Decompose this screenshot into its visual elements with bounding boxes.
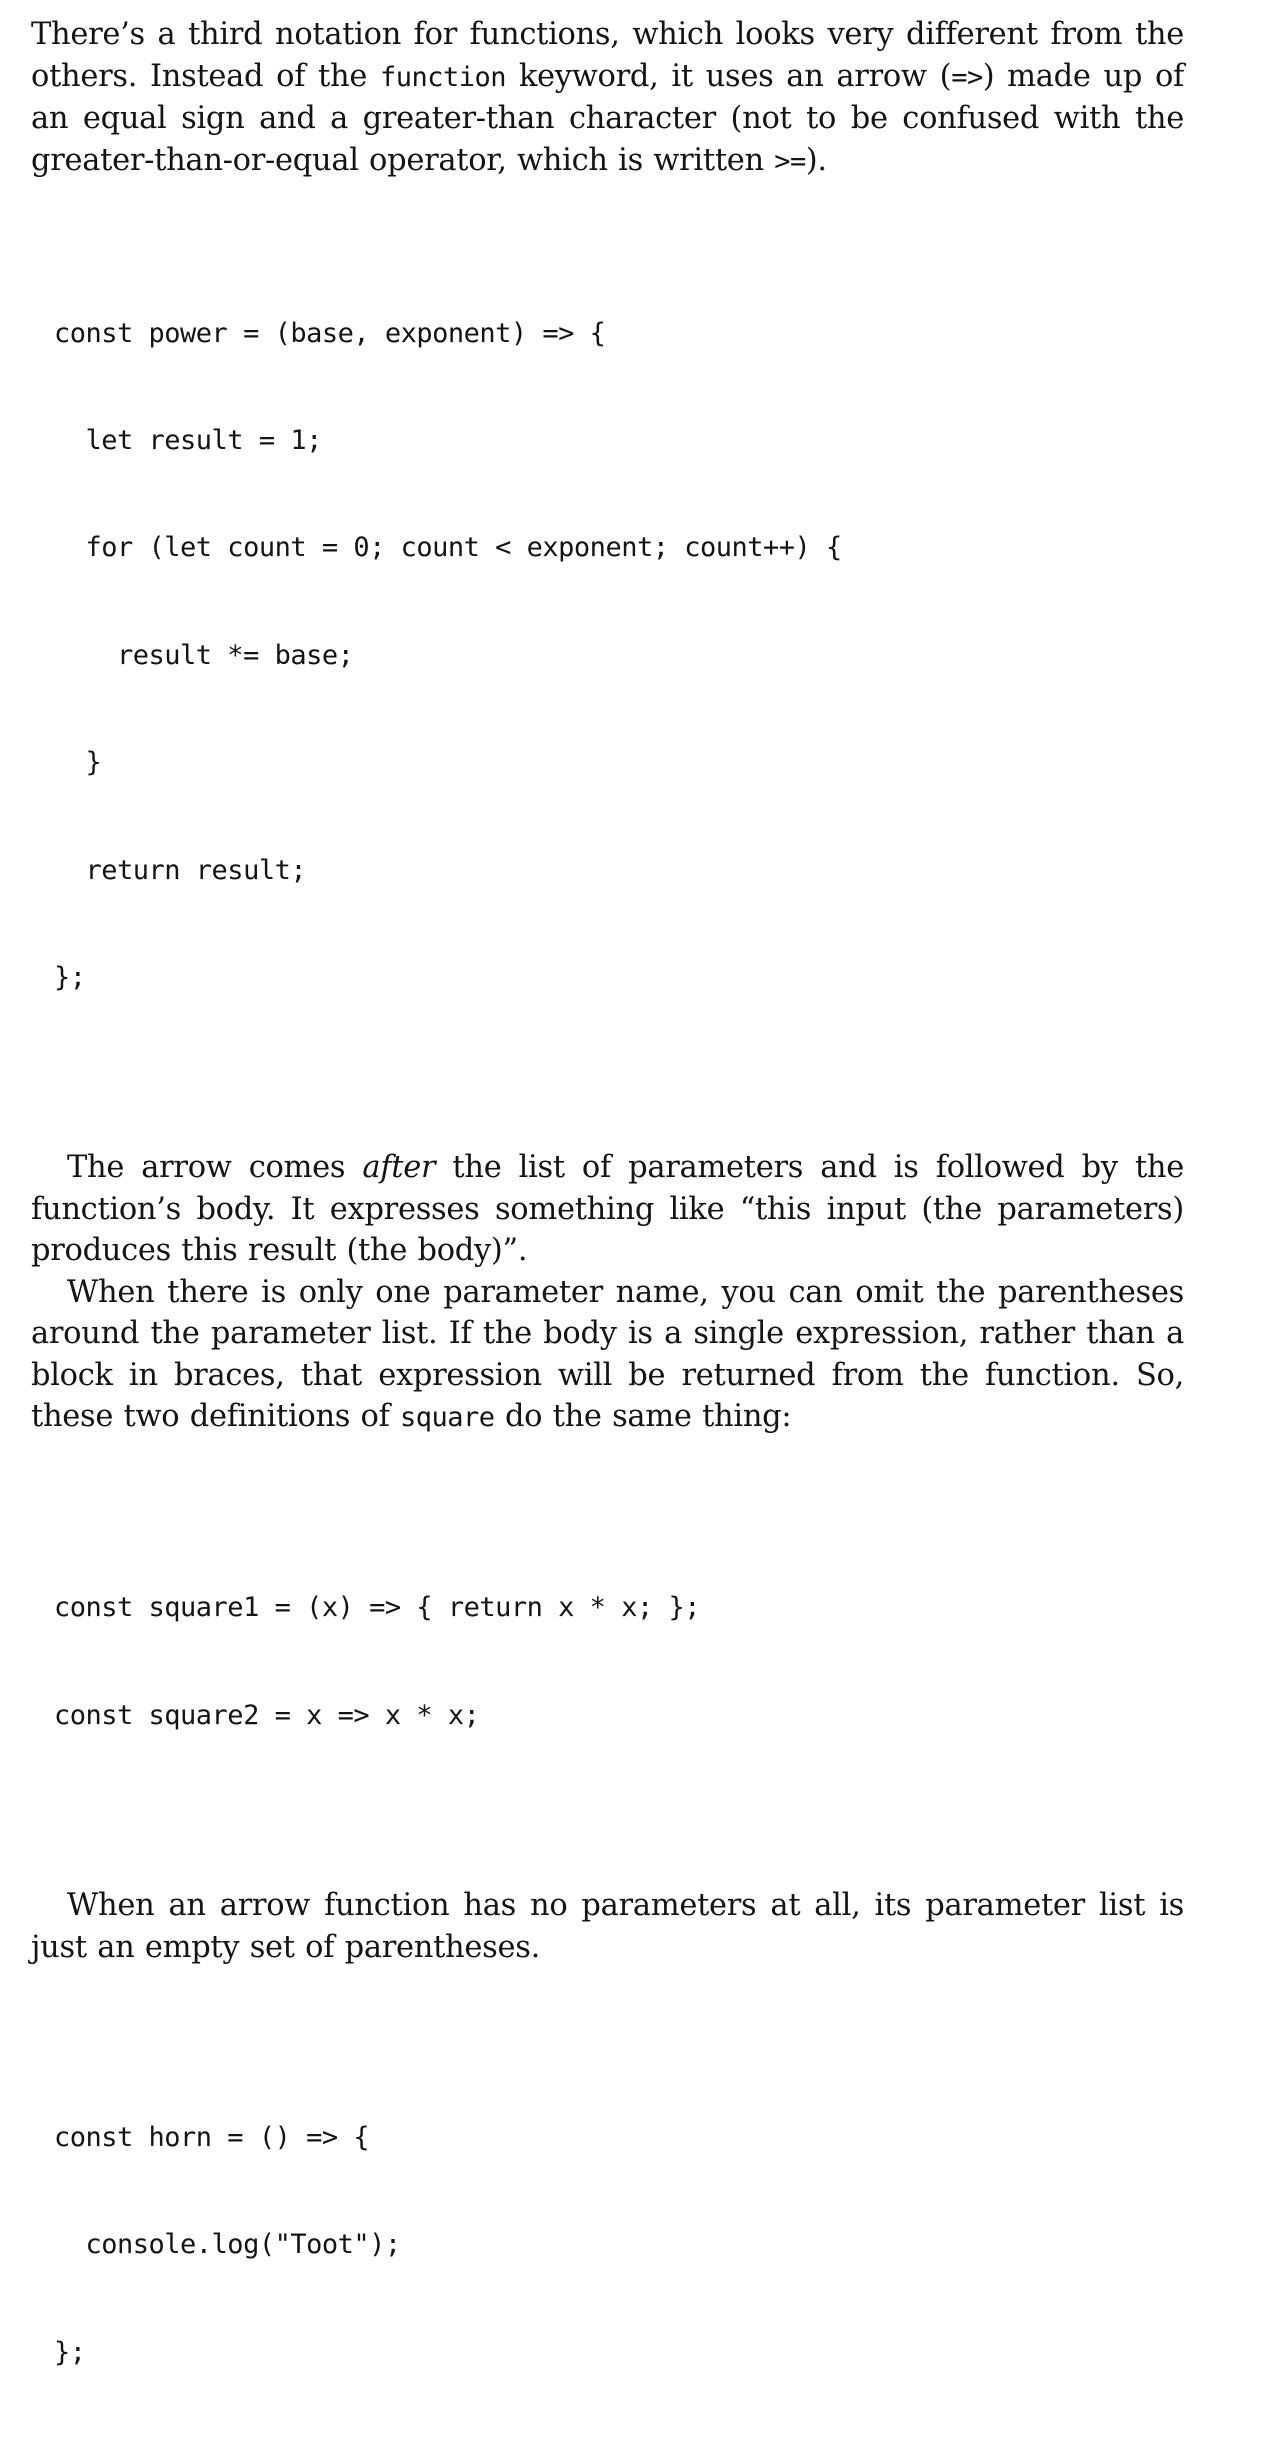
paragraph-no-parameters	[31, 1885, 1184, 1968]
inline-code-gte: >=	[774, 145, 806, 177]
inline-code-function: function	[379, 61, 507, 93]
text-run: do the same thing:	[494, 1399, 792, 1435]
code-line: for (let count = 0; count < exponent; count++) {	[54, 532, 842, 564]
code-line: };	[54, 961, 86, 993]
code-line: const power = (base, exponent) => {	[54, 317, 606, 349]
text-run: the list of parameters and is followed by the function’s body. It expresses something like “this input (the parameters) produces this result (the body)”.	[31, 1150, 1184, 1269]
code-line: const horn = () => {	[54, 2121, 370, 2153]
text-run: keyword, it uses an arrow (	[506, 58, 952, 94]
paragraph-single-parameter	[31, 1272, 1184, 1439]
document-page	[31, 14, 1184, 2442]
text-run: ).	[805, 142, 827, 178]
inline-code-arrow: =>	[951, 61, 983, 93]
code-line: const square1 = (x) => { return x * x; };	[54, 1592, 700, 1624]
text-run: ) made up of an equal sign and a greater-than character (not to be confused with the greater-than-or-equal operator, which is written	[31, 58, 1184, 178]
code-line: console.log("Toot");	[54, 2229, 401, 2261]
code-line: }	[54, 747, 102, 779]
text-run: There’s a third notation for functions, which looks very different from the others. Instead of the	[31, 17, 1184, 94]
text-run: When there is only one parameter name, you can omit the parentheses around the parameter list. If the body is a single expression, rather than a block in braces, that expression will be returned from the function. So, these two definitions of	[31, 1274, 1184, 1435]
code-block-power	[31, 244, 1184, 1067]
text-run: When an arrow function has no parameters at all, its parameter list is just an empty set of parentheses.	[31, 1888, 1184, 1965]
code-line: const square2 = x => x * x;	[54, 1699, 480, 1731]
inline-code-square: square	[400, 1402, 495, 1434]
code-line: let result = 1;	[54, 424, 322, 456]
text-run: The arrow comes	[67, 1150, 363, 1186]
paragraph-arrow-after-params	[31, 1147, 1184, 1272]
code-line: };	[54, 2336, 86, 2368]
paragraph-arrow-notation-intro	[31, 14, 1184, 182]
code-line: result *= base;	[54, 639, 354, 671]
code-block-square	[31, 1519, 1184, 1805]
emphasis-after: after	[362, 1150, 436, 1186]
code-line: return result;	[54, 854, 307, 886]
code-block-horn	[31, 2048, 1184, 2442]
